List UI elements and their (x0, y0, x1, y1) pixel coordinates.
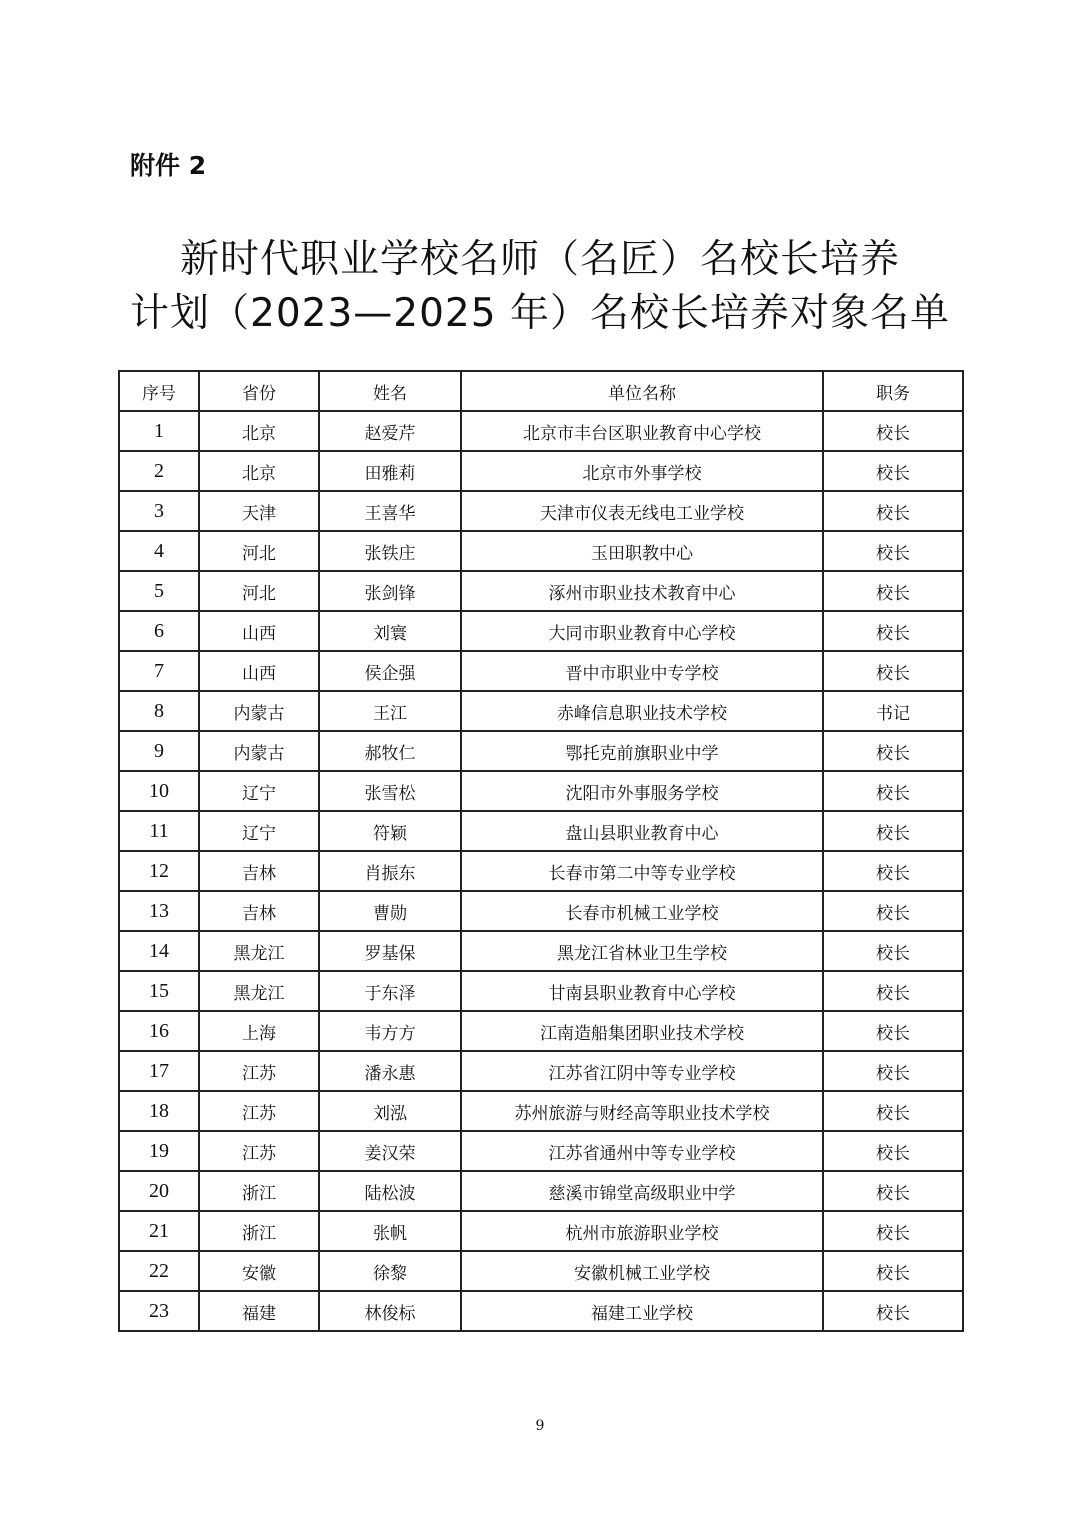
cell-province: 吉林 (199, 891, 319, 931)
cell-index: 15 (119, 971, 199, 1011)
cell-province: 江苏 (199, 1131, 319, 1171)
table-row (119, 811, 963, 851)
cell-name: 肖振东 (319, 851, 461, 891)
cell-province: 辽宁 (199, 771, 319, 811)
table-row (119, 1051, 963, 1091)
cell-organization: 涿州市职业技术教育中心 (461, 571, 823, 611)
cell-index: 11 (119, 811, 199, 851)
table-header-row (119, 371, 963, 411)
cell-position: 校长 (823, 571, 963, 611)
cell-position: 校长 (823, 731, 963, 771)
table-row (119, 931, 963, 971)
cell-name: 刘寰 (319, 611, 461, 651)
cell-index: 20 (119, 1171, 199, 1211)
cell-position: 校长 (823, 1251, 963, 1291)
cell-province: 江苏 (199, 1091, 319, 1131)
cell-index: 19 (119, 1131, 199, 1171)
cell-index: 16 (119, 1011, 199, 1051)
cell-index: 22 (119, 1251, 199, 1291)
cell-position: 校长 (823, 1131, 963, 1171)
table-row (119, 731, 963, 771)
cell-name: 田雅莉 (319, 451, 461, 491)
cell-position: 校长 (823, 1211, 963, 1251)
cell-province: 北京 (199, 451, 319, 491)
cell-name: 郝牧仁 (319, 731, 461, 771)
cell-position: 校长 (823, 651, 963, 691)
cell-index: 13 (119, 891, 199, 931)
header-province: 省份 (199, 371, 319, 411)
cell-province: 浙江 (199, 1211, 319, 1251)
table-row (119, 531, 963, 571)
cell-index: 6 (119, 611, 199, 651)
table-row (119, 1091, 963, 1131)
table-row (119, 1131, 963, 1171)
cell-province: 山西 (199, 611, 319, 651)
cell-position: 校长 (823, 811, 963, 851)
cell-position: 校长 (823, 891, 963, 931)
cell-position: 校长 (823, 1291, 963, 1331)
cell-name: 于东泽 (319, 971, 461, 1011)
cell-name: 刘泓 (319, 1091, 461, 1131)
cell-name: 罗基保 (319, 931, 461, 971)
cell-organization: 长春市第二中等专业学校 (461, 851, 823, 891)
cell-index: 21 (119, 1211, 199, 1251)
cell-position: 校长 (823, 451, 963, 491)
cell-name: 赵爱芹 (319, 411, 461, 451)
cell-index: 23 (119, 1291, 199, 1331)
cell-organization: 盘山县职业教育中心 (461, 811, 823, 851)
cell-name: 张帆 (319, 1211, 461, 1251)
cell-province: 内蒙古 (199, 731, 319, 771)
cell-position: 校长 (823, 851, 963, 891)
cell-organization: 北京市丰台区职业教育中心学校 (461, 411, 823, 451)
cell-index: 18 (119, 1091, 199, 1131)
cell-organization: 晋中市职业中专学校 (461, 651, 823, 691)
table-row (119, 1011, 963, 1051)
cell-name: 林俊标 (319, 1291, 461, 1331)
cell-province: 内蒙古 (199, 691, 319, 731)
cell-position: 校长 (823, 1171, 963, 1211)
cell-organization: 长春市机械工业学校 (461, 891, 823, 931)
cell-province: 福建 (199, 1291, 319, 1331)
cell-organization: 赤峰信息职业技术学校 (461, 691, 823, 731)
table-row (119, 851, 963, 891)
table-row (119, 651, 963, 691)
cell-position: 校长 (823, 411, 963, 451)
cell-province: 河北 (199, 571, 319, 611)
cell-province: 江苏 (199, 1051, 319, 1091)
table-row (119, 691, 963, 731)
cell-name: 侯企强 (319, 651, 461, 691)
cell-index: 5 (119, 571, 199, 611)
document-title-line2: 计划（2023—2025 年）名校长培养对象名单 (130, 291, 950, 336)
cell-position: 校长 (823, 771, 963, 811)
cell-organization: 北京市外事学校 (461, 451, 823, 491)
cell-organization: 玉田职教中心 (461, 531, 823, 571)
cell-organization: 天津市仪表无线电工业学校 (461, 491, 823, 531)
cell-index: 4 (119, 531, 199, 571)
cell-province: 黑龙江 (199, 971, 319, 1011)
cell-position: 校长 (823, 611, 963, 651)
cell-province: 辽宁 (199, 811, 319, 851)
cell-organization: 江苏省通州中等专业学校 (461, 1131, 823, 1171)
header-organization: 单位名称 (461, 371, 823, 411)
cell-organization: 江苏省江阴中等专业学校 (461, 1051, 823, 1091)
cell-organization: 大同市职业教育中心学校 (461, 611, 823, 651)
cell-province: 山西 (199, 651, 319, 691)
header-name: 姓名 (319, 371, 461, 411)
cell-organization: 鄂托克前旗职业中学 (461, 731, 823, 771)
table-row (119, 571, 963, 611)
cell-organization: 黑龙江省林业卫生学校 (461, 931, 823, 971)
cell-name: 张雪松 (319, 771, 461, 811)
candidate-table (118, 370, 964, 1332)
table-row (119, 891, 963, 931)
cell-province: 黑龙江 (199, 931, 319, 971)
cell-name: 陆松波 (319, 1171, 461, 1211)
table-row (119, 1251, 963, 1291)
cell-index: 2 (119, 451, 199, 491)
cell-index: 12 (119, 851, 199, 891)
cell-province: 安徽 (199, 1251, 319, 1291)
cell-index: 10 (119, 771, 199, 811)
cell-position: 校长 (823, 531, 963, 571)
header-position: 职务 (823, 371, 963, 411)
cell-province: 河北 (199, 531, 319, 571)
cell-organization: 安徽机械工业学校 (461, 1251, 823, 1291)
table-row (119, 611, 963, 651)
cell-organization: 江南造船集团职业技术学校 (461, 1011, 823, 1051)
cell-name: 曹勋 (319, 891, 461, 931)
cell-name: 潘永惠 (319, 1051, 461, 1091)
cell-name: 符颖 (319, 811, 461, 851)
cell-position: 校长 (823, 971, 963, 1011)
cell-index: 1 (119, 411, 199, 451)
cell-index: 3 (119, 491, 199, 531)
cell-index: 9 (119, 731, 199, 771)
cell-province: 天津 (199, 491, 319, 531)
table-row (119, 971, 963, 1011)
cell-position: 书记 (823, 691, 963, 731)
cell-province: 吉林 (199, 851, 319, 891)
cell-province: 北京 (199, 411, 319, 451)
table-row (119, 491, 963, 531)
table-row (119, 411, 963, 451)
cell-index: 8 (119, 691, 199, 731)
cell-organization: 慈溪市锦堂高级职业中学 (461, 1171, 823, 1211)
cell-name: 王喜华 (319, 491, 461, 531)
cell-organization: 苏州旅游与财经高等职业技术学校 (461, 1091, 823, 1131)
cell-position: 校长 (823, 1011, 963, 1051)
cell-position: 校长 (823, 1051, 963, 1091)
attachment-label: 附件 2 (130, 151, 207, 180)
cell-index: 17 (119, 1051, 199, 1091)
cell-organization: 甘南县职业教育中心学校 (461, 971, 823, 1011)
cell-organization: 福建工业学校 (461, 1291, 823, 1331)
table-row (119, 451, 963, 491)
cell-name: 王江 (319, 691, 461, 731)
cell-position: 校长 (823, 1091, 963, 1131)
cell-name: 张剑锋 (319, 571, 461, 611)
cell-index: 14 (119, 931, 199, 971)
header-index: 序号 (119, 371, 199, 411)
cell-name: 姜汉荣 (319, 1131, 461, 1171)
cell-province: 浙江 (199, 1171, 319, 1211)
table-row (119, 771, 963, 811)
cell-name: 徐黎 (319, 1251, 461, 1291)
cell-organization: 杭州市旅游职业学校 (461, 1211, 823, 1251)
cell-position: 校长 (823, 491, 963, 531)
cell-name: 韦方方 (319, 1011, 461, 1051)
table-row (119, 1171, 963, 1211)
table-row (119, 1291, 963, 1331)
cell-province: 上海 (199, 1011, 319, 1051)
document-title-line1: 新时代职业学校名师（名匠）名校长培养 (179, 237, 900, 282)
table-row (119, 1211, 963, 1251)
cell-name: 张铁庄 (319, 531, 461, 571)
page-number: 9 (535, 1418, 545, 1434)
cell-index: 7 (119, 651, 199, 691)
cell-organization: 沈阳市外事服务学校 (461, 771, 823, 811)
cell-position: 校长 (823, 931, 963, 971)
